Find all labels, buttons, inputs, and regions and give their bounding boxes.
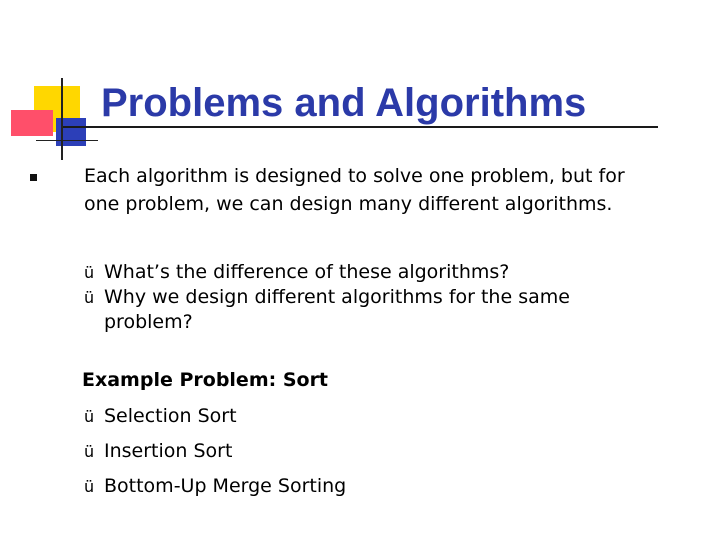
list-item [84, 474, 484, 499]
sort-name: Bottom-Up Merge Sorting [104, 475, 347, 497]
checkmark-icon: ü [84, 442, 95, 461]
slide-title: Problems and Algorithms [101, 81, 587, 125]
title-underline [63, 126, 658, 128]
main-point: Each algorithm is designed to solve one problem, but for one problem, we can design many different algorithms. [84, 165, 625, 215]
list-item [84, 260, 644, 285]
list-item [84, 285, 644, 335]
sort-name: Insertion Sort [104, 440, 233, 462]
checkmark-icon: ü [84, 263, 95, 282]
logo-horizontal-line [36, 140, 98, 141]
sort-name: Selection Sort [104, 405, 237, 427]
checkmark-icon: ü [84, 288, 95, 307]
list-item [84, 404, 484, 429]
checkmark-icon: ü [84, 477, 95, 496]
example-heading: Example Problem: Sort [82, 369, 329, 391]
square-bullet-icon [30, 174, 37, 181]
question-list [84, 260, 644, 335]
question-text: Why we design different algorithms for the same problem? [104, 286, 570, 333]
checkmark-icon: ü [84, 407, 95, 426]
question-text: What’s the difference of these algorithms? [104, 261, 510, 283]
list-item [84, 439, 484, 464]
logo-red-bar [11, 110, 53, 136]
title-area [63, 78, 663, 128]
sort-list [84, 404, 484, 509]
